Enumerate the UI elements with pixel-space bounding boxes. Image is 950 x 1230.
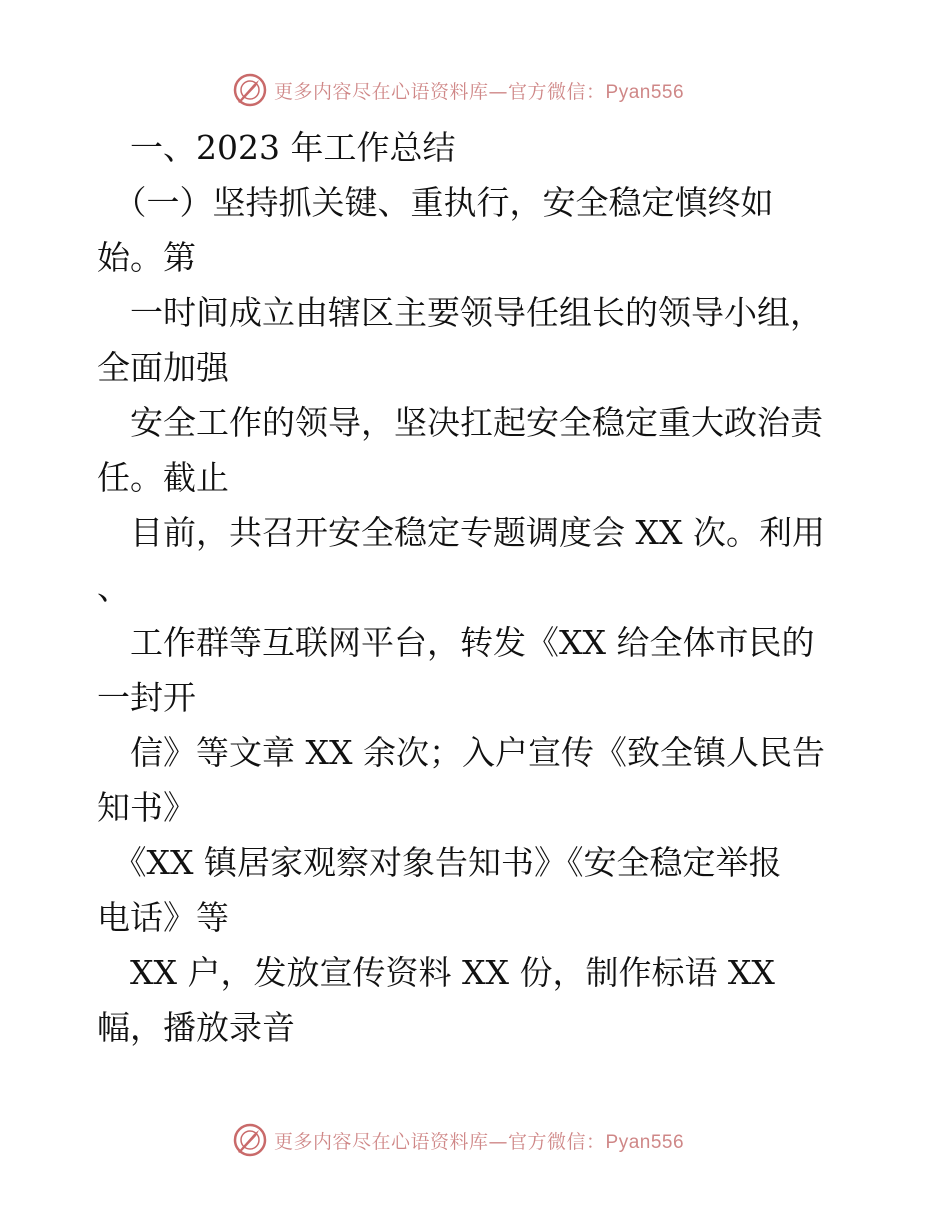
header-watermark xyxy=(232,70,684,110)
quill-logo-icon xyxy=(232,1122,268,1158)
text-line: 目前，共召开安全稳定专题调度会 XX 次。利用 xyxy=(97,513,825,552)
text-line: 知书》 xyxy=(97,788,196,827)
quill-logo-icon xyxy=(232,72,268,108)
text-line: 安全工作的领导，坚决扛起安全稳定重大政治责 xyxy=(97,403,823,442)
footer-watermark xyxy=(232,1120,684,1160)
text-line: 全面加强 xyxy=(97,348,229,387)
document-body xyxy=(97,120,857,1055)
text-line: 一时间成立由辖区主要领导任组长的领导小组， xyxy=(97,293,823,332)
text-line: 、 xyxy=(97,568,130,607)
text-line: （一）坚持抓关键、重执行，安全稳定慎终如 xyxy=(97,183,774,222)
watermark-text: 更多内容尽在心语资料库—官方微信：Pyan556 xyxy=(274,1130,685,1153)
text-line: XX 户，发放宣传资料 XX 份，制作标语 XX xyxy=(97,953,775,992)
text-line: 工作群等互联网平台，转发《XX 给全体市民的 xyxy=(97,623,815,662)
watermark-text: 更多内容尽在心语资料库—官方微信：Pyan556 xyxy=(274,80,685,103)
text-line: 电话》等 xyxy=(97,898,229,937)
text-line: 一封开 xyxy=(97,678,196,717)
text-line: 任。截止 xyxy=(97,458,229,497)
text-line: 一、2023 年工作总结 xyxy=(97,128,456,167)
text-line: 《XX 镇居家观察对象告知书》《安全稳定举报 xyxy=(97,843,782,882)
text-line: 始。第 xyxy=(97,238,196,277)
text-line: 幅，播放录音 xyxy=(97,1008,295,1047)
text-line: 信》等文章 XX 余次；入户宣传《致全镇人民告 xyxy=(97,733,825,772)
